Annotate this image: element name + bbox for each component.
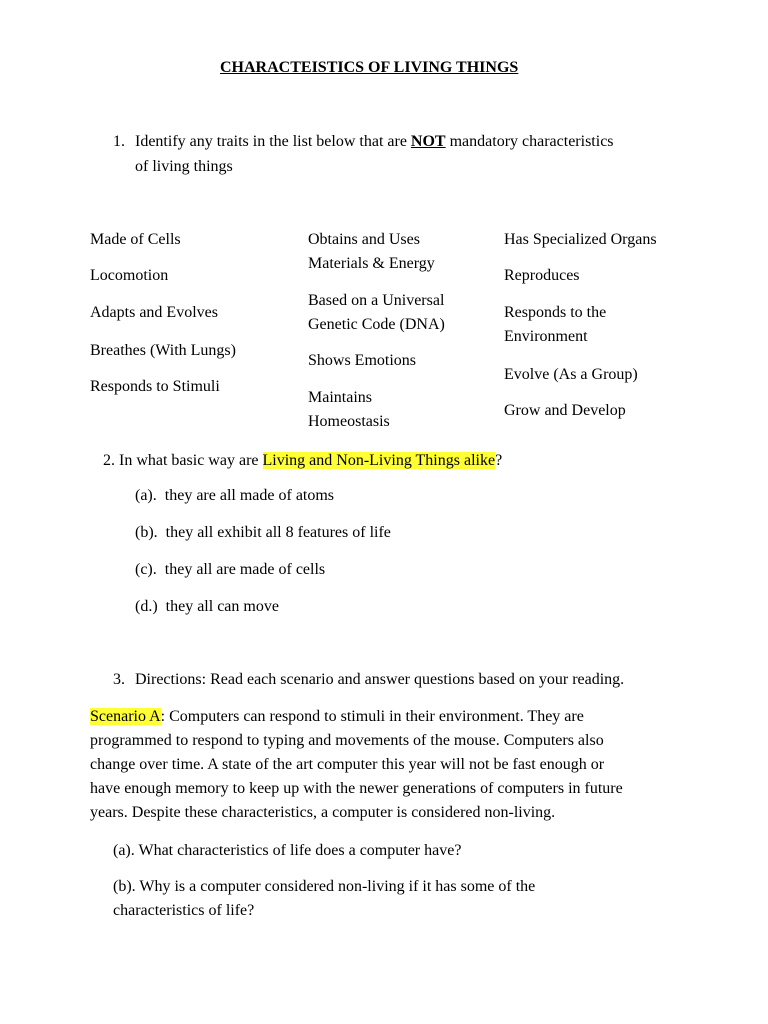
trait-item: Responds to Stimuli (90, 378, 220, 395)
q2-prefix: 2. In what basic way are (103, 452, 263, 469)
scenario-question-b: (b). Why is a computer considered non-living if it has some of the (113, 878, 536, 895)
scenario-line: programmed to respond to typing and movements of the mouse. Computers also (90, 732, 604, 749)
trait-item: Adapts and Evolves (90, 304, 218, 321)
q2-option (135, 484, 334, 508)
page-title: CHARACTEISTICS OF LIVING THINGS (220, 59, 519, 76)
trait-item: Has Specialized Organs (504, 231, 657, 248)
q2-option (135, 595, 279, 619)
q2-suffix: ? (495, 452, 503, 469)
option-label: (b). (135, 524, 158, 541)
scenario-question-a: (a). What characteristics of life does a computer have? (113, 842, 462, 859)
scenario-line (90, 705, 584, 729)
q1-emphasis: NOT (410, 133, 446, 150)
option-label: (a). (135, 487, 157, 504)
trait-item: Grow and Develop (504, 402, 626, 419)
q2-option (135, 521, 391, 545)
trait-item: Breathes (With Lungs) (90, 342, 236, 359)
q3-number: 3. (113, 671, 125, 688)
q2-highlight: Living and Non-Living Things alike (262, 452, 496, 469)
option-text: they are all made of atoms (164, 487, 335, 504)
scenario-line: years. Despite these characteristics, a computer is considered non-living. (90, 804, 556, 821)
option-text: they all are made of cells (164, 561, 326, 578)
trait-item-cont: Homeostasis (308, 413, 390, 430)
trait-item-cont: Materials & Energy (308, 255, 435, 272)
q1-number: 1. (113, 133, 125, 150)
trait-item: Based on a Universal (308, 292, 445, 309)
q1-text-before: Identify any traits in the list below that are (135, 133, 411, 150)
trait-item: Evolve (As a Group) (504, 366, 638, 383)
q3-text: Directions: Read each scenario and answer questions based on your reading. (135, 671, 625, 688)
trait-item: Made of Cells (90, 231, 181, 248)
q1-text-line1 (135, 130, 614, 154)
scenario-question-b-cont: characteristics of life? (113, 902, 255, 919)
trait-item: Shows Emotions (308, 352, 417, 369)
scenario-line: have enough memory to keep up with the newer generations of computers in future (90, 780, 623, 797)
trait-item: Maintains (308, 389, 372, 406)
trait-item-cont: Genetic Code (DNA) (308, 316, 445, 333)
trait-item-cont: Environment (504, 328, 588, 345)
trait-item: Reproduces (504, 267, 580, 284)
q1-text-line2: of living things (135, 158, 233, 175)
q2-option (135, 558, 325, 582)
option-text: they all can move (165, 598, 279, 615)
trait-item: Responds to the (504, 304, 607, 321)
trait-item: Locomotion (90, 267, 169, 284)
q1-text-after: mandatory characteristics (445, 133, 614, 150)
scenario-label: Scenario A (90, 708, 161, 725)
q2-text (103, 449, 502, 473)
scenario-line: change over time. A state of the art computer this year will not be fast enough or (90, 756, 605, 773)
scenario-text: : Computers can respond to stimuli in their environment. They are (160, 708, 584, 725)
option-label: (c). (135, 561, 157, 578)
option-label: (d.) (135, 598, 158, 615)
option-text: they all exhibit all 8 features of life (165, 524, 391, 541)
trait-item: Obtains and Uses (308, 231, 420, 248)
